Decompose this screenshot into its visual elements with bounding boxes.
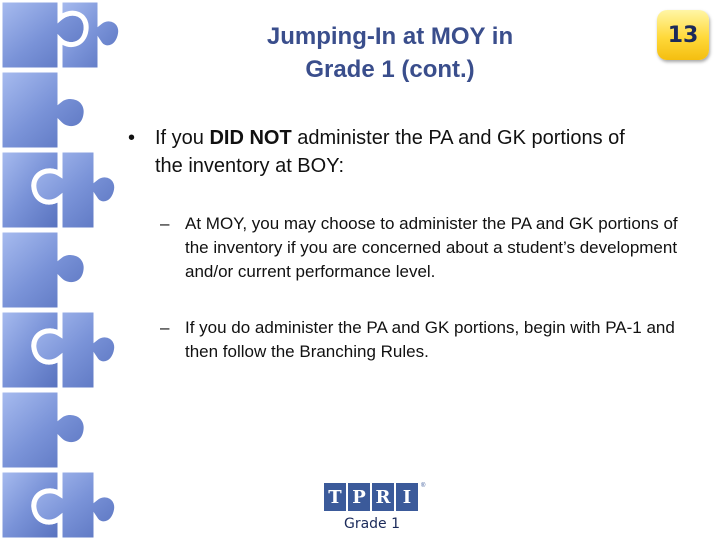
main-bullet [128, 124, 648, 180]
sub-bullet-1-text: At MOY, you may choose to administer the PA and GK portions of the inventory if you are concerned about a student’s development and/or current performance level. [185, 214, 678, 281]
bullet-emphasis: DID NOT [209, 127, 292, 149]
puzzle-decoration-icon [0, 0, 122, 540]
tpri-logo [324, 483, 434, 540]
sub-bullet-2 [160, 316, 700, 364]
slide-title-line-2: Grade 1 (cont.) [305, 56, 475, 83]
bullet-marker: • [128, 127, 136, 149]
sub-bullet-1 [160, 212, 700, 284]
logo-letters [324, 483, 434, 511]
slide-title-line-1: Jumping-In at MOY in [266, 23, 514, 50]
logo-letter: I [396, 483, 418, 511]
logo-letter: R [372, 483, 394, 511]
sub-bullet-2-text: If you do administer the PA and GK portions, begin with PA-1 and then follow the Branching Rules. [185, 318, 675, 361]
logo-grade-label: Grade 1 [343, 516, 401, 532]
sub-bullet-2-marker: – [160, 318, 170, 337]
slide-number: 13 [667, 22, 699, 48]
bullet-rest: administer the PA and GK portions of the inventory at BOY: [155, 127, 625, 177]
logo-letter: P [348, 483, 370, 511]
slide-number-badge [657, 10, 709, 60]
bullet-prefix: If you [155, 127, 210, 149]
logo-letter: T [324, 483, 346, 511]
slide-title [180, 20, 600, 86]
sub-bullet-1-marker: – [160, 214, 170, 233]
logo-trademark: ® [421, 483, 426, 489]
main-bullet-text [155, 124, 648, 180]
